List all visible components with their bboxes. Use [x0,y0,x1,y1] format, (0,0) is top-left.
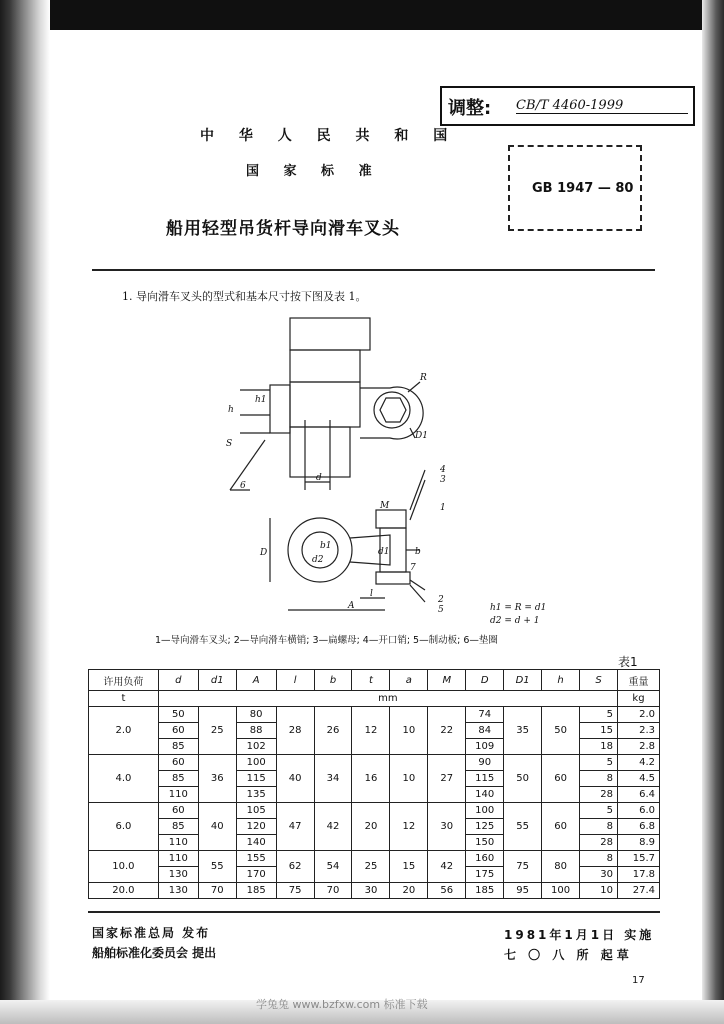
cell-b: 54 [314,851,352,883]
label-5: 5 [438,605,444,615]
cell-weight: 2.0 [617,707,659,723]
cell-a: 10 [390,755,428,803]
unit-kg: kg [617,691,659,707]
country-heading: 中 华 人 民 共 和 国 [200,128,458,144]
cell-S: 28 [580,787,618,803]
cell-l: 28 [276,707,314,755]
cell-D: 125 [466,819,504,835]
cell-d: 60 [158,755,198,771]
cell-h: 100 [542,883,580,899]
cell-D: 74 [466,707,504,723]
cell-d1: 36 [198,755,236,803]
col-weight: 重量 [617,670,659,691]
cell-D1: 55 [504,803,542,851]
cell-h: 60 [542,803,580,851]
dimensions-table [88,669,660,899]
drawing-legend: 1—导向滑车叉头; 2—导向滑车横销; 3—扁螺母; 4—开口销; 5—制动板; 6—垫圈 [155,635,498,646]
fork-body [290,382,360,427]
cell-d: 85 [158,739,198,755]
cell-A: 115 [236,771,276,787]
cell-d: 130 [158,883,198,899]
adjust-code: CB/T 4460-1999 [516,98,688,114]
cell-t: 20 [352,803,390,851]
cell-l: 75 [276,883,314,899]
cell-S: 8 [580,771,618,787]
cell-D1: 95 [504,883,542,899]
cell-a: 10 [390,707,428,755]
table-header-row [89,670,660,691]
cell-A: 100 [236,755,276,771]
footer-rule [88,911,660,913]
side-nut [376,510,406,528]
watermark: 学兔兔 www.bzfxw.com 标准下载 [256,998,428,1011]
cell-M: 22 [428,707,466,755]
cell-d1: 25 [198,707,236,755]
label-h: h [228,405,234,415]
cell-load: 4.0 [89,755,159,803]
cell-load: 10.0 [89,851,159,883]
label-2: 2 [438,595,444,605]
cell-D: 100 [466,803,504,819]
effective-date: 1981年1月1日 实施 [504,928,655,942]
cell-M: 56 [428,883,466,899]
cell-weight: 2.8 [617,739,659,755]
col-d: d [158,670,198,691]
cell-S: 10 [580,883,618,899]
unit-mm: mm [158,691,617,707]
cell-l: 62 [276,851,314,883]
cell-h: 60 [542,755,580,803]
adjust-label: 调整: [448,98,492,119]
cell-d: 110 [158,835,198,851]
cell-b: 34 [314,755,352,803]
label-D1: D1 [415,431,428,441]
cell-S: 18 [580,739,618,755]
label-4: 4 [440,465,446,475]
label-D: D [260,548,268,558]
col-D1: D1 [504,670,542,691]
cell-D: 175 [466,867,504,883]
cell-D: 90 [466,755,504,771]
cell-D: 115 [466,771,504,787]
cell-D1: 35 [504,707,542,755]
cell-t: 30 [352,883,390,899]
cell-load: 2.0 [89,707,159,755]
shaft-top [290,318,370,350]
col-M: M [428,670,466,691]
cell-d1: 40 [198,803,236,851]
cell-A: 105 [236,803,276,819]
cell-A: 88 [236,723,276,739]
cell-load: 20.0 [89,883,159,899]
cell-l: 47 [276,803,314,851]
label-R: R [420,373,427,383]
cell-D: 185 [466,883,504,899]
col-h: h [542,670,580,691]
label-d2: d2 [312,555,324,565]
cell-l: 40 [276,755,314,803]
cell-d1: 55 [198,851,236,883]
cell-weight: 15.7 [617,851,659,867]
cell-D: 160 [466,851,504,867]
col-A: A [236,670,276,691]
formula-h1: h1 = R = d1 [490,603,547,613]
cell-load: 6.0 [89,803,159,851]
cell-S: 28 [580,835,618,851]
col-b: b [314,670,352,691]
table-row [89,803,660,819]
proposer: 船舶标准化委员会 提出 [92,946,217,960]
cell-t: 25 [352,851,390,883]
table-unit-row [89,691,660,707]
cell-S: 5 [580,803,618,819]
cell-weight: 6.8 [617,819,659,835]
col-l: l [276,670,314,691]
cell-weight: 8.9 [617,835,659,851]
technical-drawing [210,310,510,630]
cell-S: 8 [580,819,618,835]
cell-b: 26 [314,707,352,755]
cell-a: 20 [390,883,428,899]
cell-A: 185 [236,883,276,899]
unit-load: t [89,691,159,707]
label-6: 6 [240,481,246,491]
cell-M: 42 [428,851,466,883]
cell-b: 42 [314,803,352,851]
label-3: 3 [440,475,446,485]
cell-D: 150 [466,835,504,851]
cell-D: 140 [466,787,504,803]
cell-A: 80 [236,707,276,723]
cell-weight: 17.8 [617,867,659,883]
cell-b: 70 [314,883,352,899]
document-title: 船用轻型吊货杆导向滑车叉头 [166,219,400,239]
standard-code-box [508,145,642,231]
label-b1: b1 [320,541,332,551]
col-load: 许用负荷 [89,670,159,691]
page-number: 17 [632,975,645,986]
cell-M: 27 [428,755,466,803]
label-A: A [348,601,355,611]
clause-1: 1. 导向滑车叉头的型式和基本尺寸按下图及表 1。 [122,290,367,303]
label-M: M [380,501,390,511]
cell-t: 16 [352,755,390,803]
table-row [89,707,660,723]
cell-weight: 2.3 [617,723,659,739]
cell-a: 15 [390,851,428,883]
cell-d1: 70 [198,883,236,899]
col-d1: d1 [198,670,236,691]
cell-weight: 27.4 [617,883,659,899]
label-h1: h1 [255,395,267,405]
label-1: 1 [440,503,446,513]
drafter: 七 〇 八 所 起草 [504,948,633,962]
cell-M: 30 [428,803,466,851]
table-caption: 表1 [618,655,638,669]
adjust-stamp [440,86,695,126]
header-rule [92,269,655,271]
cell-A: 170 [236,867,276,883]
formula-d2: d2 = d + 1 [490,616,540,626]
cell-a: 12 [390,803,428,851]
col-S: S [580,670,618,691]
cell-d: 110 [158,787,198,803]
cell-d: 85 [158,819,198,835]
cell-A: 135 [236,787,276,803]
nut-hex [380,398,406,422]
cell-S: 5 [580,755,618,771]
col-a: a [390,670,428,691]
label-d1: d1 [378,547,390,557]
cell-S: 8 [580,851,618,867]
standard-type-heading: 国 家 标 准 [246,164,382,179]
cell-A: 102 [236,739,276,755]
fork-eye-outline [360,387,423,439]
label-S: S [226,439,233,449]
label-7: 7 [410,563,416,573]
issuer: 国家标准总局 发布 [92,926,211,940]
shaft-mid [290,350,360,382]
label-l: l [370,589,373,599]
cell-S: 5 [580,707,618,723]
label-d: d [316,473,322,483]
cell-S: 30 [580,867,618,883]
cell-D: 109 [466,739,504,755]
cell-weight: 6.4 [617,787,659,803]
table-row [89,755,660,771]
label-b: b [415,547,421,557]
col-t: t [352,670,390,691]
cell-h: 80 [542,851,580,883]
cell-d: 85 [158,771,198,787]
fork-lower [290,427,350,477]
cell-t: 12 [352,707,390,755]
cell-D: 84 [466,723,504,739]
cell-D1: 50 [504,755,542,803]
cell-weight: 4.5 [617,771,659,787]
cell-d: 60 [158,803,198,819]
fork-side [270,385,290,433]
side-plate [376,572,410,584]
table-row [89,883,660,899]
cell-d: 110 [158,851,198,867]
cell-d: 50 [158,707,198,723]
cell-A: 155 [236,851,276,867]
cell-D1: 75 [504,851,542,883]
cell-A: 140 [236,835,276,851]
standard-code: GB 1947 — 80 [532,181,634,196]
cell-weight: 4.2 [617,755,659,771]
cell-weight: 6.0 [617,803,659,819]
cell-h: 50 [542,707,580,755]
cell-d: 130 [158,867,198,883]
cell-d: 60 [158,723,198,739]
cell-S: 15 [580,723,618,739]
col-D: D [466,670,504,691]
cell-A: 120 [236,819,276,835]
table-row [89,851,660,867]
